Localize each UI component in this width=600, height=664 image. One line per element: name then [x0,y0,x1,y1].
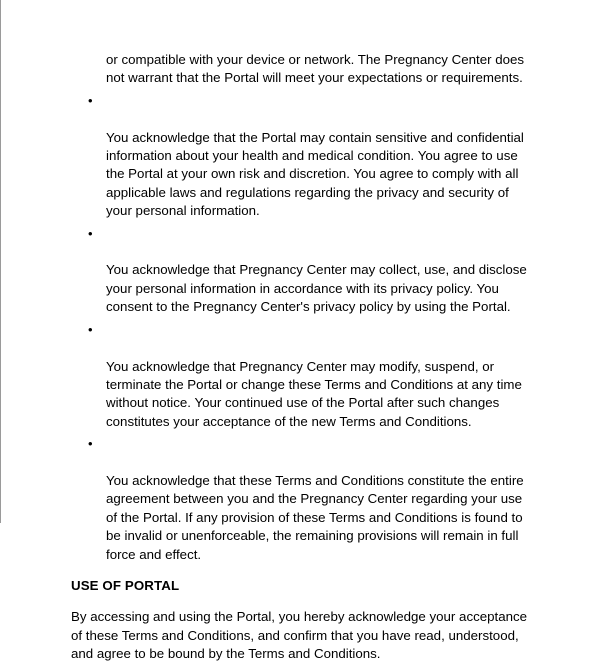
bullet-icon: • [88,436,93,452]
continuation-paragraph: or compatible with your device or network. The Pregnancy Center does not warrant that the Portal will meet your expectations or requirements. [106,52,525,86]
list-item-text: You acknowledge that the Portal may contain sensitive and confidential information about your health and medical condition. You agree to use the Portal at your own risk and discretion. You agree to comply with all applicable laws and regulations regarding the privacy and security of your personal information. [106,129,524,219]
bullet-icon: • [88,321,93,337]
document-body [0,51,600,664]
list-item [88,435,536,564]
list-item [88,92,536,221]
section-paragraph: By accessing and using the Portal, you hereby acknowledge your acceptance of these Terms and Conditions, and confirm that you have read, understood, and agree to be bound by the Terms and Conditions. [71,609,528,662]
list-item-text: You acknowledge that these Terms and Conditions constitute the entire agreement between you and the Pregnancy Center regarding your use of the Portal. If any provision of these Terms and Conditions is found to be invalid or unenforceable, the remaining provisions will remain in full force and effect. [106,472,524,562]
acknowledgement-list [0,92,600,564]
list-item-text: You acknowledge that Pregnancy Center may modify, suspend, or terminate the Portal or change these Terms and Conditions at any time without notice. Your continued use of the Portal after such changes constitutes your acceptance of the new Terms and Conditions. [106,358,522,429]
bullet-icon: • [88,92,93,108]
bullet-icon: • [88,225,93,241]
list-item [88,225,536,317]
section-heading: USE OF PORTAL [71,577,180,593]
list-item [88,321,536,431]
list-item-text: You acknowledge that Pregnancy Center may collect, use, and disclose your personal information in accordance with its privacy policy. You consent to the Pregnancy Center's privacy policy by using the Portal. [106,262,527,315]
